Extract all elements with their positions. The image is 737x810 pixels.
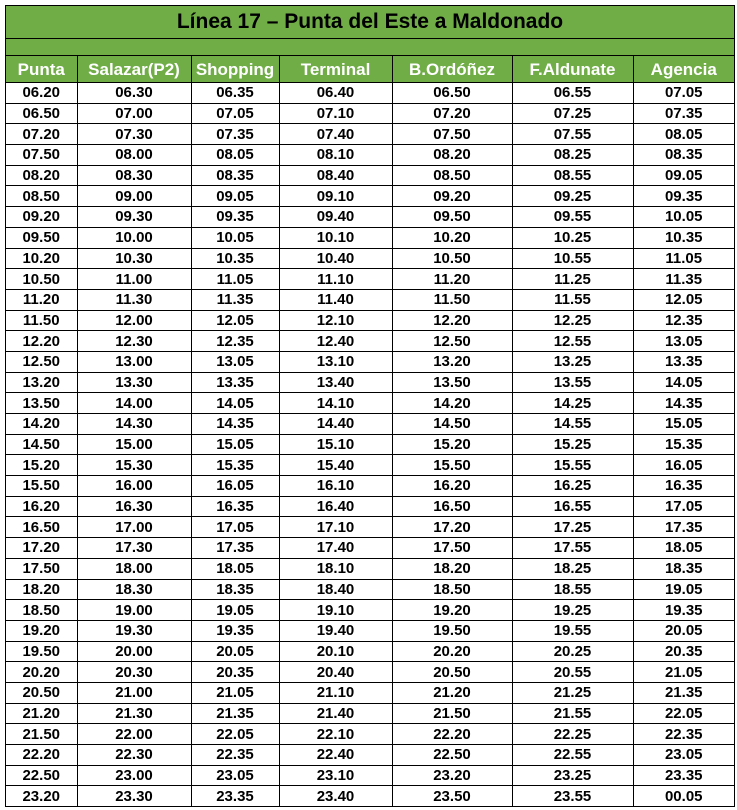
time-cell: 07.35 bbox=[633, 103, 734, 124]
time-cell: 13.30 bbox=[77, 372, 191, 393]
time-cell: 20.40 bbox=[279, 662, 392, 683]
table-row bbox=[6, 745, 734, 766]
time-cell: 16.00 bbox=[77, 476, 191, 497]
time-cell: 11.50 bbox=[392, 289, 512, 310]
time-cell: 22.00 bbox=[77, 724, 191, 745]
time-cell: 21.50 bbox=[6, 724, 77, 745]
time-cell: 18.00 bbox=[77, 558, 191, 579]
table-row bbox=[6, 786, 734, 806]
time-cell: 16.55 bbox=[512, 496, 633, 517]
time-cell: 17.40 bbox=[279, 538, 392, 559]
time-cell: 22.35 bbox=[633, 724, 734, 745]
time-cell: 09.10 bbox=[279, 186, 392, 207]
time-cell: 20.10 bbox=[279, 641, 392, 662]
time-cell: 19.25 bbox=[512, 600, 633, 621]
time-cell: 10.55 bbox=[512, 248, 633, 269]
time-cell: 15.55 bbox=[512, 455, 633, 476]
time-cell: 20.20 bbox=[392, 641, 512, 662]
col-header-shopping: Shopping bbox=[191, 56, 279, 83]
time-cell: 13.50 bbox=[6, 393, 77, 414]
time-cell: 16.50 bbox=[6, 517, 77, 538]
time-cell: 18.10 bbox=[279, 558, 392, 579]
col-header-agencia: Agencia bbox=[633, 56, 734, 83]
time-cell: 08.20 bbox=[392, 145, 512, 166]
time-cell: 19.50 bbox=[6, 641, 77, 662]
time-cell: 12.30 bbox=[77, 331, 191, 352]
time-cell: 09.20 bbox=[6, 207, 77, 228]
table-row bbox=[6, 103, 734, 124]
time-cell: 23.20 bbox=[392, 765, 512, 786]
time-cell: 09.20 bbox=[392, 186, 512, 207]
time-cell: 17.50 bbox=[392, 538, 512, 559]
time-cell: 16.05 bbox=[191, 476, 279, 497]
time-cell: 10.05 bbox=[633, 207, 734, 228]
time-cell: 19.00 bbox=[77, 600, 191, 621]
time-cell: 15.50 bbox=[6, 476, 77, 497]
time-cell: 23.20 bbox=[6, 786, 77, 806]
table-row bbox=[6, 165, 734, 186]
time-cell: 17.20 bbox=[6, 538, 77, 559]
time-cell: 12.05 bbox=[191, 310, 279, 331]
time-cell: 09.00 bbox=[77, 186, 191, 207]
time-cell: 17.30 bbox=[77, 538, 191, 559]
time-cell: 15.20 bbox=[392, 434, 512, 455]
time-cell: 07.05 bbox=[191, 103, 279, 124]
time-cell: 23.50 bbox=[392, 786, 512, 806]
time-cell: 09.05 bbox=[191, 186, 279, 207]
time-cell: 21.05 bbox=[633, 662, 734, 683]
column-header-row bbox=[6, 56, 734, 83]
time-cell: 15.10 bbox=[279, 434, 392, 455]
time-cell: 19.50 bbox=[392, 620, 512, 641]
time-cell: 06.30 bbox=[77, 83, 191, 104]
time-cell: 07.20 bbox=[6, 124, 77, 145]
time-cell: 19.20 bbox=[6, 620, 77, 641]
table-row bbox=[6, 207, 734, 228]
time-cell: 08.00 bbox=[77, 145, 191, 166]
time-cell: 09.50 bbox=[6, 227, 77, 248]
time-cell: 16.35 bbox=[633, 476, 734, 497]
time-cell: 16.05 bbox=[633, 455, 734, 476]
time-cell: 12.55 bbox=[512, 331, 633, 352]
time-cell: 22.05 bbox=[633, 703, 734, 724]
time-cell: 12.50 bbox=[392, 331, 512, 352]
time-cell: 13.35 bbox=[633, 351, 734, 372]
time-cell: 15.35 bbox=[633, 434, 734, 455]
time-cell: 11.30 bbox=[77, 289, 191, 310]
time-cell: 21.05 bbox=[191, 682, 279, 703]
time-cell: 13.50 bbox=[392, 372, 512, 393]
time-cell: 12.05 bbox=[633, 289, 734, 310]
time-cell: 15.40 bbox=[279, 455, 392, 476]
time-cell: 22.50 bbox=[6, 765, 77, 786]
time-cell: 20.05 bbox=[633, 620, 734, 641]
time-cell: 14.10 bbox=[279, 393, 392, 414]
time-cell: 08.25 bbox=[512, 145, 633, 166]
time-cell: 10.35 bbox=[633, 227, 734, 248]
time-cell: 14.40 bbox=[279, 414, 392, 435]
table-row bbox=[6, 703, 734, 724]
time-cell: 21.20 bbox=[392, 682, 512, 703]
table-row bbox=[6, 641, 734, 662]
time-cell: 12.35 bbox=[191, 331, 279, 352]
time-cell: 07.05 bbox=[633, 83, 734, 104]
time-cell: 10.50 bbox=[392, 248, 512, 269]
time-cell: 14.30 bbox=[77, 414, 191, 435]
header-band bbox=[6, 39, 734, 56]
time-cell: 06.50 bbox=[392, 83, 512, 104]
time-cell: 08.55 bbox=[512, 165, 633, 186]
time-cell: 09.40 bbox=[279, 207, 392, 228]
table-row bbox=[6, 724, 734, 745]
table-row bbox=[6, 620, 734, 641]
time-cell: 10.00 bbox=[77, 227, 191, 248]
time-cell: 12.00 bbox=[77, 310, 191, 331]
time-cell: 22.55 bbox=[512, 745, 633, 766]
time-cell: 18.55 bbox=[512, 579, 633, 600]
time-cell: 23.40 bbox=[279, 786, 392, 806]
time-cell: 15.25 bbox=[512, 434, 633, 455]
time-cell: 08.20 bbox=[6, 165, 77, 186]
table-row bbox=[6, 558, 734, 579]
time-cell: 08.50 bbox=[392, 165, 512, 186]
time-cell: 18.20 bbox=[6, 579, 77, 600]
time-cell: 14.05 bbox=[191, 393, 279, 414]
time-cell: 20.25 bbox=[512, 641, 633, 662]
time-cell: 15.05 bbox=[191, 434, 279, 455]
time-cell: 23.35 bbox=[633, 765, 734, 786]
table-row bbox=[6, 248, 734, 269]
time-cell: 07.40 bbox=[279, 124, 392, 145]
time-cell: 13.00 bbox=[77, 351, 191, 372]
time-cell: 10.25 bbox=[512, 227, 633, 248]
time-cell: 22.40 bbox=[279, 745, 392, 766]
time-cell: 08.05 bbox=[191, 145, 279, 166]
time-cell: 08.10 bbox=[279, 145, 392, 166]
time-cell: 20.35 bbox=[633, 641, 734, 662]
time-cell: 07.35 bbox=[191, 124, 279, 145]
time-cell: 18.05 bbox=[191, 558, 279, 579]
time-cell: 15.30 bbox=[77, 455, 191, 476]
table-row bbox=[6, 310, 734, 331]
time-cell: 13.05 bbox=[633, 331, 734, 352]
time-cell: 21.10 bbox=[279, 682, 392, 703]
time-cell: 09.30 bbox=[77, 207, 191, 228]
time-cell: 21.00 bbox=[77, 682, 191, 703]
table-row bbox=[6, 682, 734, 703]
time-cell: 13.10 bbox=[279, 351, 392, 372]
time-cell: 23.25 bbox=[512, 765, 633, 786]
time-cell: 22.35 bbox=[191, 745, 279, 766]
time-cell: 22.50 bbox=[392, 745, 512, 766]
time-cell: 18.35 bbox=[191, 579, 279, 600]
time-cell: 17.25 bbox=[512, 517, 633, 538]
time-cell: 14.00 bbox=[77, 393, 191, 414]
table-row bbox=[6, 186, 734, 207]
time-cell: 06.40 bbox=[279, 83, 392, 104]
time-cell: 11.35 bbox=[191, 289, 279, 310]
timetable-sheet bbox=[5, 5, 735, 807]
time-cell: 09.05 bbox=[633, 165, 734, 186]
time-cell: 19.05 bbox=[633, 579, 734, 600]
time-cell: 14.50 bbox=[392, 414, 512, 435]
time-cell: 14.05 bbox=[633, 372, 734, 393]
time-cell: 06.20 bbox=[6, 83, 77, 104]
time-cell: 22.20 bbox=[6, 745, 77, 766]
time-cell: 12.25 bbox=[512, 310, 633, 331]
time-cell: 19.30 bbox=[77, 620, 191, 641]
time-cell: 13.20 bbox=[6, 372, 77, 393]
time-cell: 11.40 bbox=[279, 289, 392, 310]
time-cell: 14.25 bbox=[512, 393, 633, 414]
time-cell: 10.10 bbox=[279, 227, 392, 248]
time-cell: 10.20 bbox=[392, 227, 512, 248]
time-cell: 20.55 bbox=[512, 662, 633, 683]
time-cell: 07.55 bbox=[512, 124, 633, 145]
time-cell: 18.50 bbox=[392, 579, 512, 600]
time-cell: 18.40 bbox=[279, 579, 392, 600]
table-row bbox=[6, 351, 734, 372]
time-cell: 14.50 bbox=[6, 434, 77, 455]
col-header-terminal: Terminal bbox=[279, 56, 392, 83]
table-row bbox=[6, 496, 734, 517]
time-cell: 20.00 bbox=[77, 641, 191, 662]
time-cell: 12.20 bbox=[6, 331, 77, 352]
time-cell: 17.55 bbox=[512, 538, 633, 559]
time-cell: 17.05 bbox=[191, 517, 279, 538]
time-cell: 09.55 bbox=[512, 207, 633, 228]
time-cell: 08.05 bbox=[633, 124, 734, 145]
time-cell: 09.35 bbox=[633, 186, 734, 207]
time-cell: 15.05 bbox=[633, 414, 734, 435]
time-cell: 21.30 bbox=[77, 703, 191, 724]
time-cell: 15.20 bbox=[6, 455, 77, 476]
time-cell: 06.35 bbox=[191, 83, 279, 104]
time-cell: 21.55 bbox=[512, 703, 633, 724]
time-cell: 11.10 bbox=[279, 269, 392, 290]
time-cell: 07.30 bbox=[77, 124, 191, 145]
time-cell: 17.35 bbox=[633, 517, 734, 538]
col-header-f-aldunate: F.Aldunate bbox=[512, 56, 633, 83]
time-cell: 18.25 bbox=[512, 558, 633, 579]
time-cell: 08.50 bbox=[6, 186, 77, 207]
time-cell: 11.20 bbox=[6, 289, 77, 310]
time-cell: 09.25 bbox=[512, 186, 633, 207]
col-header-salazar: Salazar(P2) bbox=[77, 56, 191, 83]
time-cell: 23.00 bbox=[77, 765, 191, 786]
table-row bbox=[6, 579, 734, 600]
time-cell: 13.05 bbox=[191, 351, 279, 372]
time-cell: 19.35 bbox=[633, 600, 734, 621]
timetable-body bbox=[6, 83, 734, 807]
time-cell: 07.00 bbox=[77, 103, 191, 124]
time-cell: 21.20 bbox=[6, 703, 77, 724]
time-cell: 08.35 bbox=[191, 165, 279, 186]
table-row bbox=[6, 517, 734, 538]
time-cell: 12.20 bbox=[392, 310, 512, 331]
time-cell: 16.30 bbox=[77, 496, 191, 517]
time-cell: 07.20 bbox=[392, 103, 512, 124]
time-cell: 09.50 bbox=[392, 207, 512, 228]
time-cell: 17.05 bbox=[633, 496, 734, 517]
time-cell: 21.35 bbox=[633, 682, 734, 703]
time-cell: 13.20 bbox=[392, 351, 512, 372]
time-cell: 19.35 bbox=[191, 620, 279, 641]
table-row bbox=[6, 434, 734, 455]
time-cell: 08.40 bbox=[279, 165, 392, 186]
timetable bbox=[6, 56, 734, 806]
time-cell: 17.20 bbox=[392, 517, 512, 538]
table-row bbox=[6, 83, 734, 104]
time-cell: 11.20 bbox=[392, 269, 512, 290]
time-cell: 19.40 bbox=[279, 620, 392, 641]
table-row bbox=[6, 414, 734, 435]
time-cell: 18.30 bbox=[77, 579, 191, 600]
time-cell: 21.35 bbox=[191, 703, 279, 724]
time-cell: 11.05 bbox=[191, 269, 279, 290]
time-cell: 12.40 bbox=[279, 331, 392, 352]
time-cell: 11.05 bbox=[633, 248, 734, 269]
time-cell: 16.20 bbox=[6, 496, 77, 517]
time-cell: 07.50 bbox=[392, 124, 512, 145]
time-cell: 21.50 bbox=[392, 703, 512, 724]
time-cell: 15.50 bbox=[392, 455, 512, 476]
time-cell: 14.35 bbox=[191, 414, 279, 435]
time-cell: 22.30 bbox=[77, 745, 191, 766]
time-cell: 14.20 bbox=[392, 393, 512, 414]
table-row bbox=[6, 372, 734, 393]
time-cell: 21.40 bbox=[279, 703, 392, 724]
table-row bbox=[6, 331, 734, 352]
col-header-punta: Punta bbox=[6, 56, 77, 83]
time-cell: 23.05 bbox=[633, 745, 734, 766]
time-cell: 23.05 bbox=[191, 765, 279, 786]
time-cell: 14.20 bbox=[6, 414, 77, 435]
time-cell: 10.20 bbox=[6, 248, 77, 269]
time-cell: 18.35 bbox=[633, 558, 734, 579]
time-cell: 18.50 bbox=[6, 600, 77, 621]
time-cell: 17.10 bbox=[279, 517, 392, 538]
table-row bbox=[6, 538, 734, 559]
time-cell: 09.35 bbox=[191, 207, 279, 228]
time-cell: 22.05 bbox=[191, 724, 279, 745]
time-cell: 20.35 bbox=[191, 662, 279, 683]
time-cell: 15.00 bbox=[77, 434, 191, 455]
time-cell: 14.55 bbox=[512, 414, 633, 435]
time-cell: 18.05 bbox=[633, 538, 734, 559]
time-cell: 08.35 bbox=[633, 145, 734, 166]
time-cell: 10.35 bbox=[191, 248, 279, 269]
time-cell: 13.25 bbox=[512, 351, 633, 372]
time-cell: 07.10 bbox=[279, 103, 392, 124]
time-cell: 16.40 bbox=[279, 496, 392, 517]
time-cell: 19.10 bbox=[279, 600, 392, 621]
time-cell: 08.30 bbox=[77, 165, 191, 186]
table-row bbox=[6, 289, 734, 310]
time-cell: 10.05 bbox=[191, 227, 279, 248]
time-cell: 20.30 bbox=[77, 662, 191, 683]
time-cell: 17.35 bbox=[191, 538, 279, 559]
time-cell: 10.40 bbox=[279, 248, 392, 269]
time-cell: 10.50 bbox=[6, 269, 77, 290]
time-cell: 11.50 bbox=[6, 310, 77, 331]
table-row bbox=[6, 393, 734, 414]
time-cell: 23.10 bbox=[279, 765, 392, 786]
time-cell: 11.25 bbox=[512, 269, 633, 290]
time-cell: 11.35 bbox=[633, 269, 734, 290]
time-cell: 19.55 bbox=[512, 620, 633, 641]
col-header-b-ordonez: B.Ordóñez bbox=[392, 56, 512, 83]
table-row bbox=[6, 269, 734, 290]
timetable-title: Línea 17 – Punta del Este a Maldonado bbox=[6, 6, 734, 39]
time-cell: 17.00 bbox=[77, 517, 191, 538]
time-cell: 17.50 bbox=[6, 558, 77, 579]
time-cell: 23.30 bbox=[77, 786, 191, 806]
time-cell: 22.10 bbox=[279, 724, 392, 745]
table-row bbox=[6, 124, 734, 145]
time-cell: 14.35 bbox=[633, 393, 734, 414]
time-cell: 16.20 bbox=[392, 476, 512, 497]
table-row bbox=[6, 227, 734, 248]
time-cell: 16.25 bbox=[512, 476, 633, 497]
time-cell: 18.20 bbox=[392, 558, 512, 579]
time-cell: 10.30 bbox=[77, 248, 191, 269]
time-cell: 15.35 bbox=[191, 455, 279, 476]
time-cell: 11.55 bbox=[512, 289, 633, 310]
table-row bbox=[6, 145, 734, 166]
time-cell: 11.00 bbox=[77, 269, 191, 290]
time-cell: 16.10 bbox=[279, 476, 392, 497]
time-cell: 19.20 bbox=[392, 600, 512, 621]
time-cell: 06.55 bbox=[512, 83, 633, 104]
time-cell: 20.50 bbox=[6, 682, 77, 703]
time-cell: 13.35 bbox=[191, 372, 279, 393]
time-cell: 16.35 bbox=[191, 496, 279, 517]
table-row bbox=[6, 662, 734, 683]
table-row bbox=[6, 765, 734, 786]
time-cell: 22.25 bbox=[512, 724, 633, 745]
time-cell: 13.40 bbox=[279, 372, 392, 393]
table-row bbox=[6, 600, 734, 621]
time-cell: 07.25 bbox=[512, 103, 633, 124]
time-cell: 20.05 bbox=[191, 641, 279, 662]
time-cell: 06.50 bbox=[6, 103, 77, 124]
time-cell: 12.10 bbox=[279, 310, 392, 331]
time-cell: 22.20 bbox=[392, 724, 512, 745]
time-cell: 12.50 bbox=[6, 351, 77, 372]
table-row bbox=[6, 455, 734, 476]
table-row bbox=[6, 476, 734, 497]
time-cell: 12.35 bbox=[633, 310, 734, 331]
time-cell: 21.25 bbox=[512, 682, 633, 703]
time-cell: 16.50 bbox=[392, 496, 512, 517]
time-cell: 00.05 bbox=[633, 786, 734, 806]
time-cell: 19.05 bbox=[191, 600, 279, 621]
time-cell: 23.55 bbox=[512, 786, 633, 806]
time-cell: 20.50 bbox=[392, 662, 512, 683]
time-cell: 13.55 bbox=[512, 372, 633, 393]
time-cell: 07.50 bbox=[6, 145, 77, 166]
time-cell: 23.35 bbox=[191, 786, 279, 806]
time-cell: 20.20 bbox=[6, 662, 77, 683]
